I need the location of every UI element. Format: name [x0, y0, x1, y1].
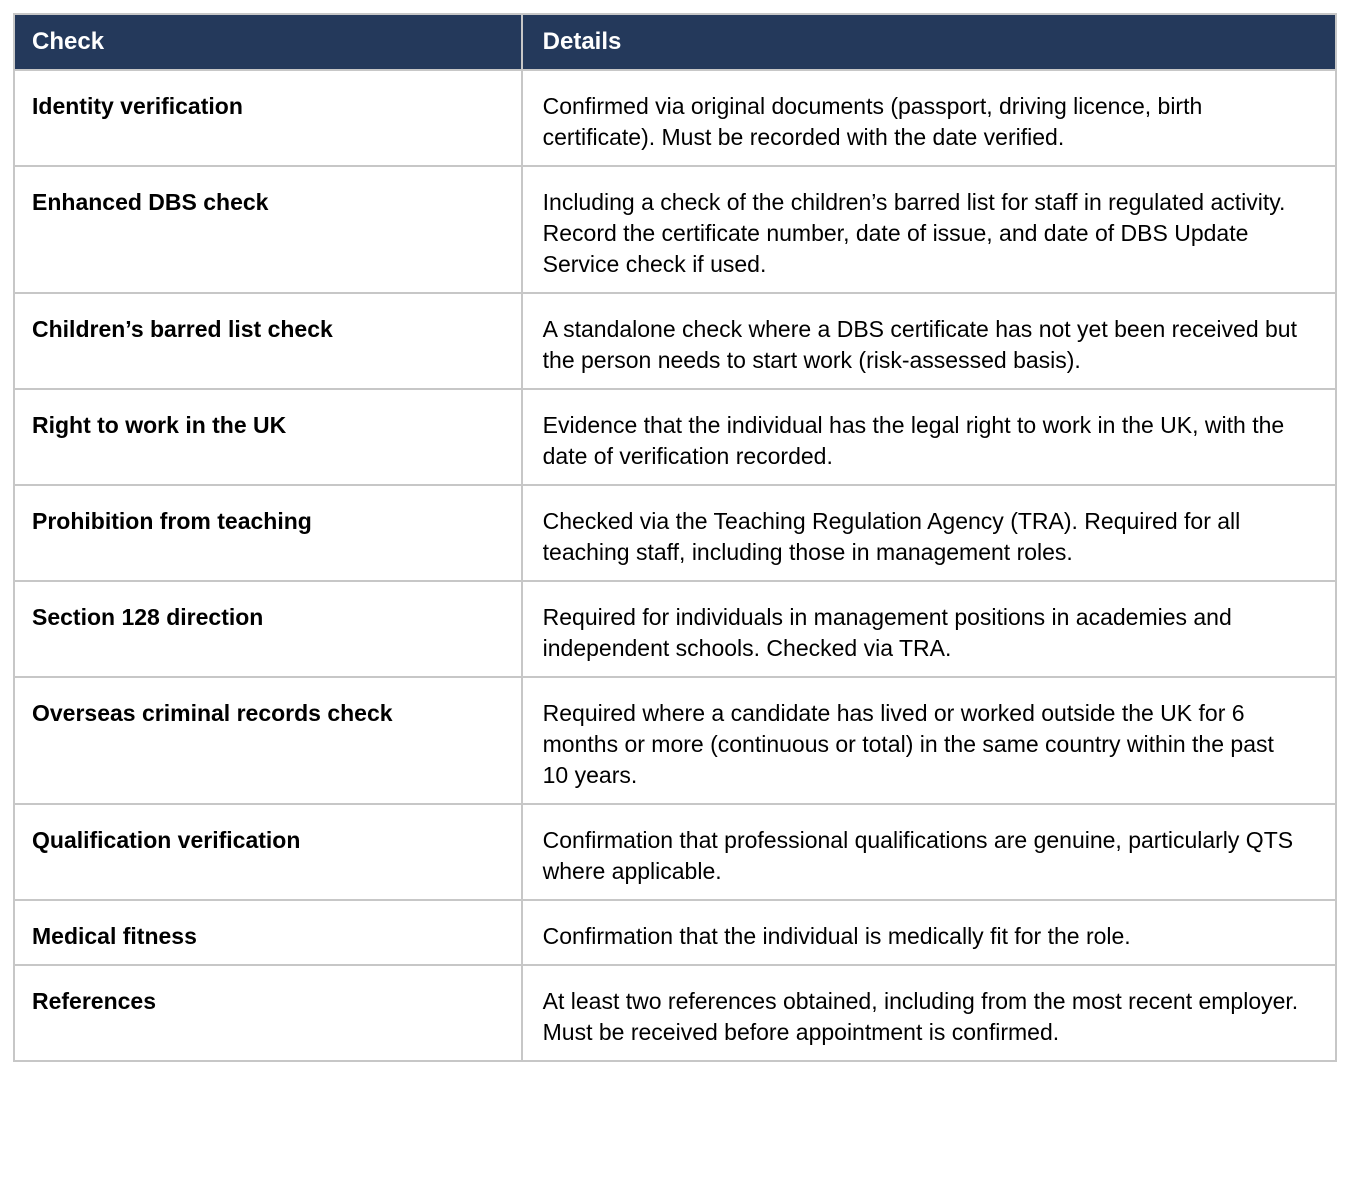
table-row [14, 581, 1336, 677]
safeguarding-checks-table [13, 13, 1337, 1062]
details-cell: At least two references obtained, including from the most recent employer. Must be received before appointment is confirmed. [522, 965, 1336, 1061]
check-cell: Right to work in the UK [14, 389, 522, 485]
check-cell: Identity verification [14, 70, 522, 166]
details-cell: Confirmation that the individual is medically fit for the role. [522, 900, 1336, 965]
table-row [14, 485, 1336, 581]
details-cell: Required where a candidate has lived or worked outside the UK for 6 months or more (continuous or total) in the same country within the past 10 years. [522, 677, 1336, 804]
details-cell: Including a check of the children’s barred list for staff in regulated activity. Record the certificate number, date of issue, and date of DBS Update Service check if used. [522, 166, 1336, 293]
check-cell: Prohibition from teaching [14, 485, 522, 581]
table-row [14, 900, 1336, 965]
check-cell: Qualification verification [14, 804, 522, 900]
check-cell: References [14, 965, 522, 1061]
table-row [14, 293, 1336, 389]
details-cell: A standalone check where a DBS certificate has not yet been received but the person needs to start work (risk-assessed basis). [522, 293, 1336, 389]
check-cell: Enhanced DBS check [14, 166, 522, 293]
table-row [14, 70, 1336, 166]
check-cell: Medical fitness [14, 900, 522, 965]
details-cell: Confirmation that professional qualifications are genuine, particularly QTS where applicable. [522, 804, 1336, 900]
table-header-row [14, 14, 1336, 70]
check-cell: Overseas criminal records check [14, 677, 522, 804]
check-cell: Children’s barred list check [14, 293, 522, 389]
table-row [14, 677, 1336, 804]
table-row [14, 965, 1336, 1061]
table-row [14, 804, 1336, 900]
details-cell: Confirmed via original documents (passport, driving licence, birth certificate). Must be recorded with the date verified. [522, 70, 1336, 166]
table-body [14, 70, 1336, 1061]
details-cell: Checked via the Teaching Regulation Agency (TRA). Required for all teaching staff, including those in management roles. [522, 485, 1336, 581]
check-cell: Section 128 direction [14, 581, 522, 677]
table-row [14, 389, 1336, 485]
column-header-check: Check [14, 14, 522, 70]
column-header-details: Details [522, 14, 1336, 70]
details-cell: Evidence that the individual has the legal right to work in the UK, with the date of verification recorded. [522, 389, 1336, 485]
details-cell: Required for individuals in management positions in academies and independent schools. Checked via TRA. [522, 581, 1336, 677]
table-row [14, 166, 1336, 293]
